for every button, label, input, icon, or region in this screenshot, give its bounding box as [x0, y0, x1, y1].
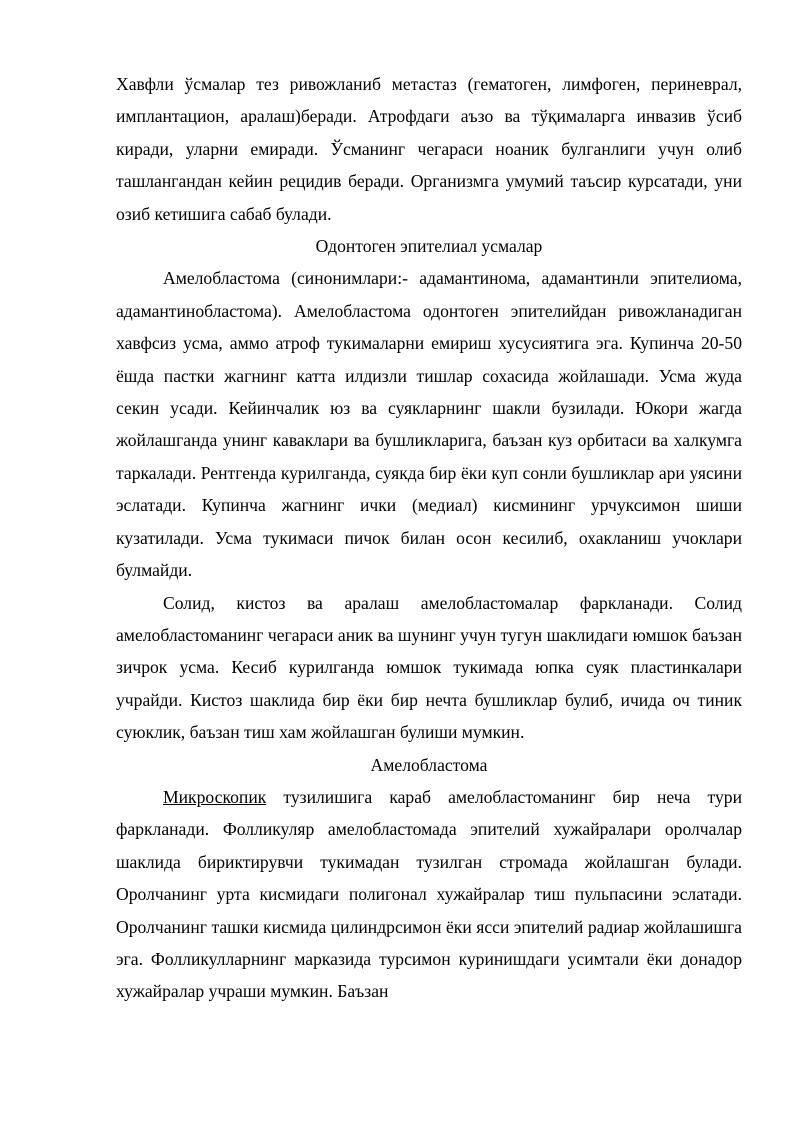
section-heading-ameloblastoma: Амелобластома — [370, 754, 488, 775]
section-heading-odontogenic: Одонтоген эпителиал усмалар — [315, 236, 543, 257]
document-page — [116, 68, 742, 1008]
paragraph-malignant-tumors: Хавфли ўсмалар тез ривожланиб метастаз (гематоген, лимфоген, периневрал, имплантацион, аралаш)беради. Атрофдаги аъзо ва тўқималарга инвазив ўсиб киради, уларни емиради. Ўсманинг чегараси ноаник булганлиги учун олиб ташлангандан кейин рецидив беради. Организмга умумий таъсир курсатади, уни озиб кетишига сабаб булади. — [116, 74, 742, 224]
paragraph-ameloblastoma-types: Солид, кистоз ва аралаш амелобластомалар фаркланади. Солид амелобластоманинг чегараси аник ва шунинг учун тугун шаклидаги юмшок баъзан зичрок усма. Кесиб курилганда юмшок тукимада юпка суяк пластинкалари учрайди. Кистоз шаклида бир ёки бир нечта бушликлар булиб, ичида оч тиник суюклик, баъзан тиш хам жойлашган булиши мумкин. — [116, 592, 742, 743]
paragraph-microscopic-text: тузилишига караб амелобластоманинг бир неча тури фаркланади. Фолликуляр амелобластомада эпителий хужайралари оролчалар шаклида бириктирувчи тукимадан тузилган стромада жойлашган булади. Оролчанинг урта кисмидаги полигонал хужайралар тиш пульпасини эслатади. Оролчанинг ташки кисмида цилиндрсимон ёки ясси эпителий радиар жойлашишга эга. Фолликулларнинг марказида турсимон куринишдаги усимтали ёки донадор хужайралар учраши мумкин. Баъзан — [116, 786, 742, 1002]
paragraph-microscopic — [116, 781, 742, 1008]
underlined-term: Микроскопик — [163, 786, 267, 807]
paragraph-ameloblastoma-intro: Амелобластома (синонимлари:- адамантинома, адамантинли эпителиома, адамантинобластома). Амелобластома одонтоген эпителийдан ривожланадиган хавфсиз усма, аммо атроф тукималарни емириш хусусиятига эга. Купинча 20-50 ёшда пастки жагнинг катта илдизли тишлар сохасида жойлашади. Усма жуда секин усади. Кейинчалик юз ва суякларнинг шакли бузилади. Юкори жагда жойлашганда унинг каваклари ва бушликларига, баъзан куз орбитаси ва халкумга таркалади. Рентгенда курилганда, суякда бир ёки куп сонли бушликлар ари уясини эслатади. Купинча жагнинг ички (медиал) кисмининг урчуксимон шиши кузатилади. Усма тукимаси пичок билан осон кесилиб, охакланиш учоклари булмайди. — [116, 268, 742, 581]
